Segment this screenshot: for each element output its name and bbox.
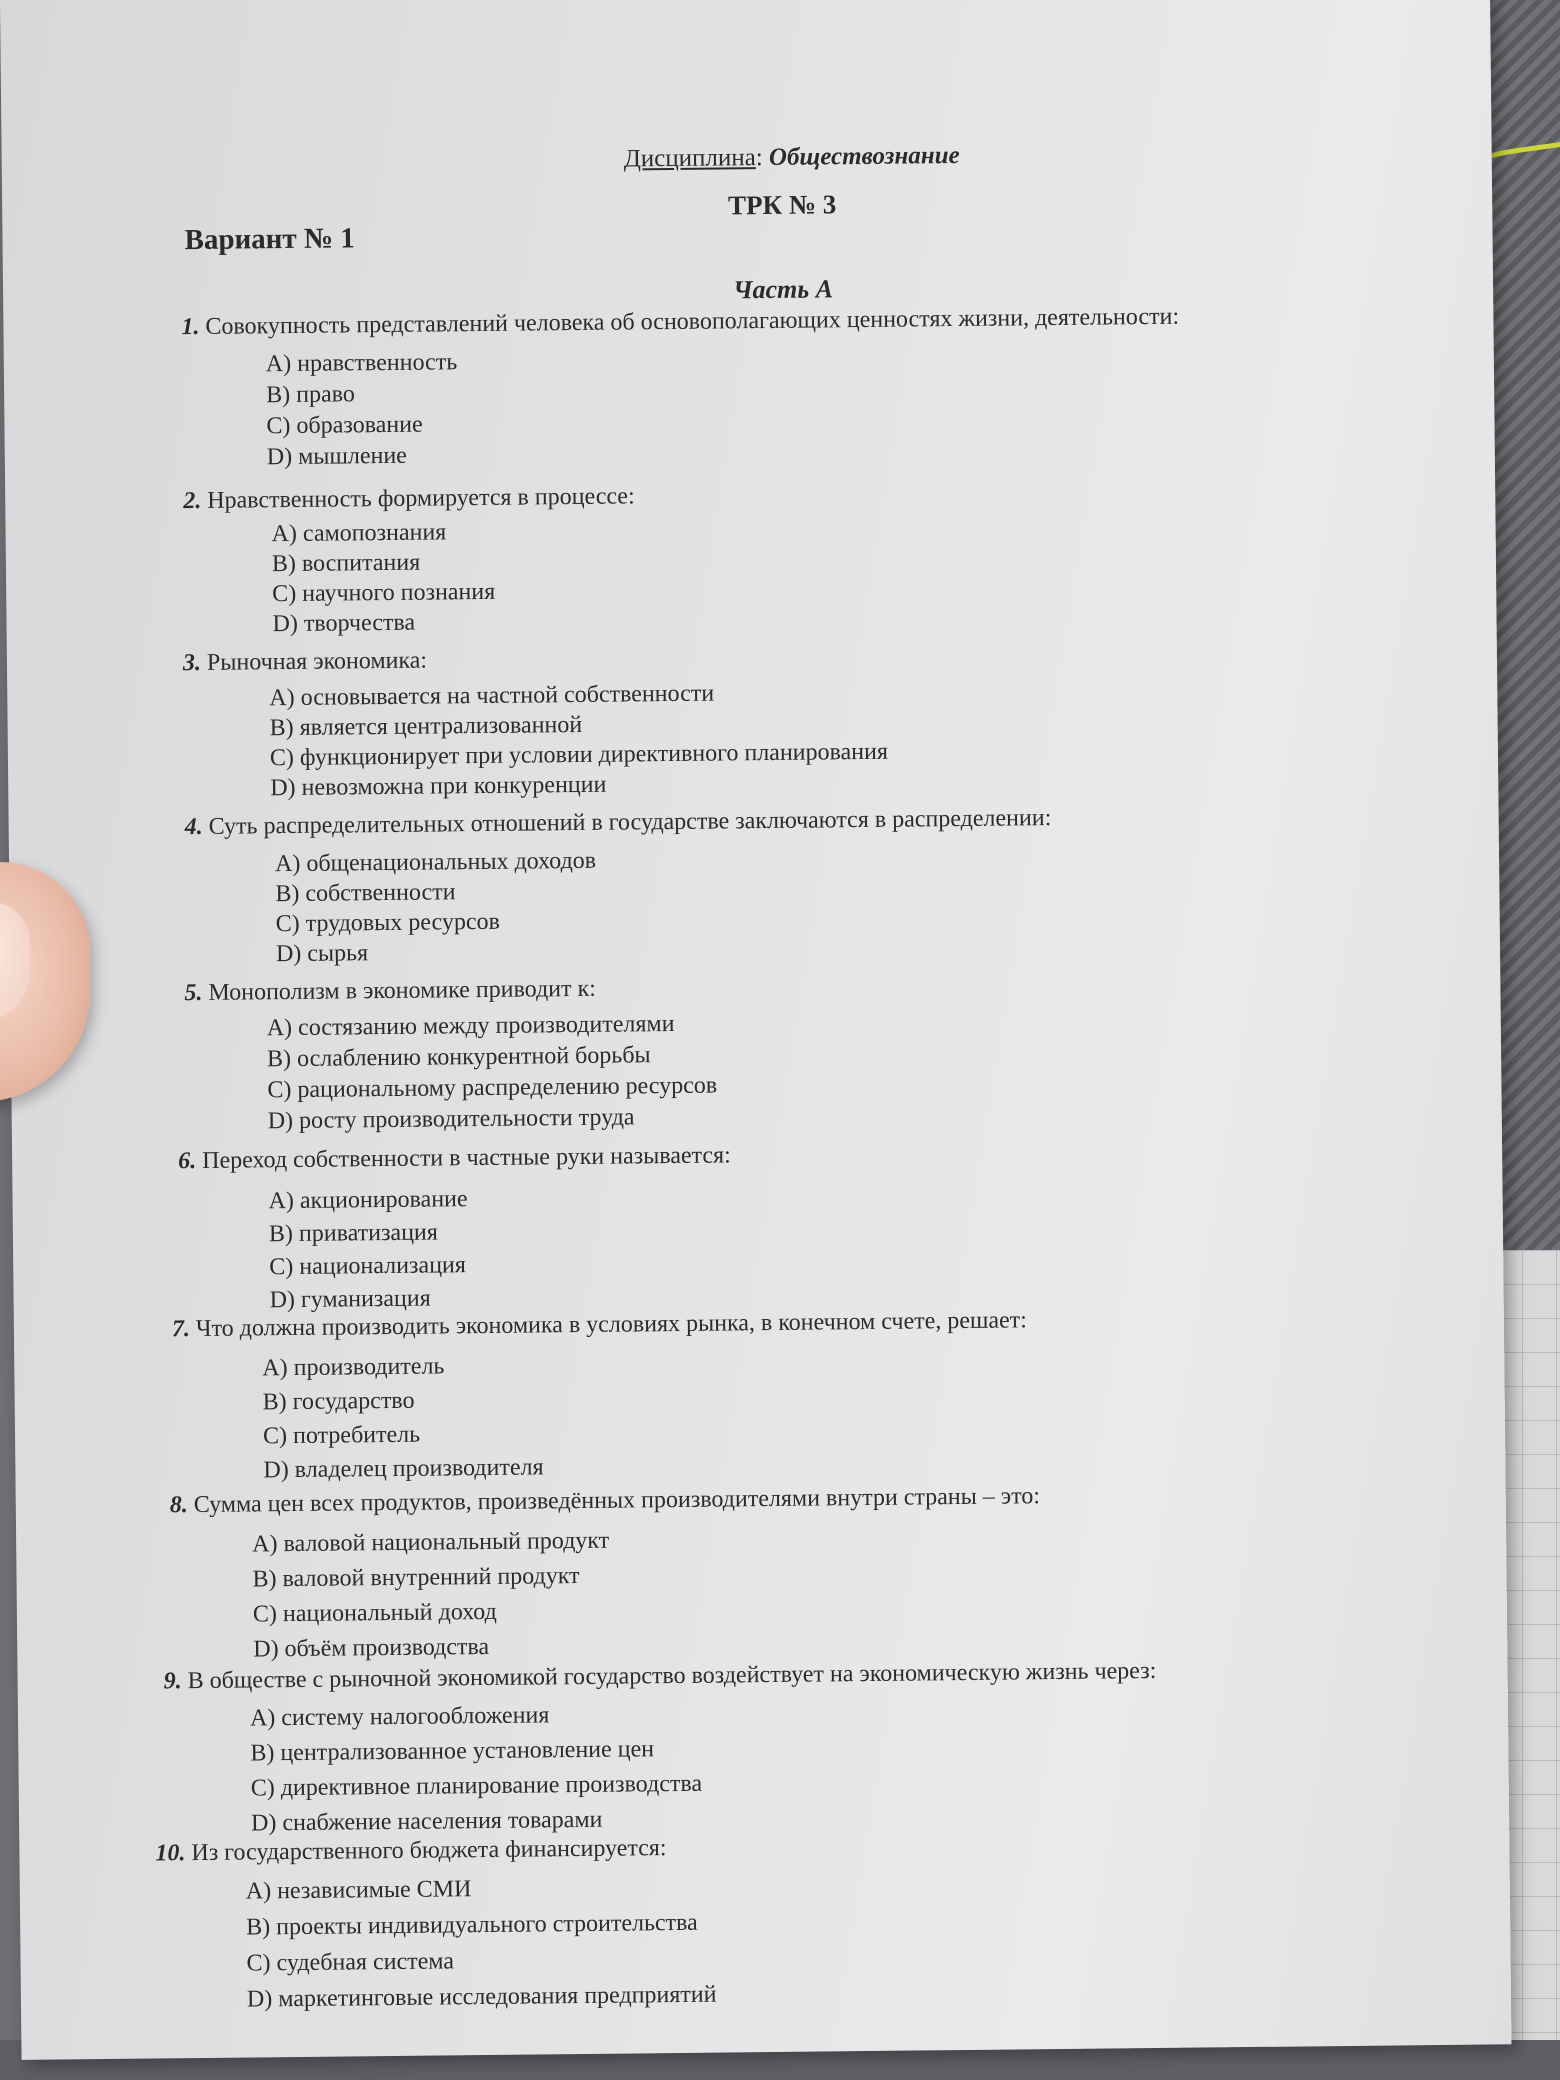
question-4 xyxy=(185,805,1052,841)
option-d: D) маркетинговые исследования предприятий xyxy=(246,1981,717,2013)
question-text: Из государственного бюджета финансируется: xyxy=(191,1835,667,1867)
option-b: В) централизованное установление цен xyxy=(250,1736,655,1767)
option-d: D) гуманизация xyxy=(269,1285,431,1314)
question-3 xyxy=(183,648,427,678)
option-a: А) производитель xyxy=(262,1353,445,1382)
option-b: В) право xyxy=(266,381,355,409)
discipline-label: Дисциплина xyxy=(623,144,756,173)
option-c: С) образование xyxy=(266,411,423,440)
option-c: С) рациональному распределению ресурсов xyxy=(267,1072,718,1104)
option-b: В) является централизованной xyxy=(269,711,583,742)
option-c: С) функционирует при условии директивного планирования xyxy=(269,738,889,772)
option-c: С) национальный доход xyxy=(252,1598,497,1628)
question-1-options xyxy=(266,347,459,473)
option-b: В) собственности xyxy=(275,879,456,908)
question-6-options xyxy=(268,1183,468,1317)
question-number: 5. xyxy=(184,979,203,1007)
option-d: D) снабжение населения товарами xyxy=(250,1806,603,1837)
question-9-options xyxy=(250,1697,703,1842)
option-d: D) объём производства xyxy=(253,1633,490,1663)
thumb-nail xyxy=(0,902,30,1022)
option-d: D) невозможна при конкуренции xyxy=(270,771,607,802)
question-2-options xyxy=(271,517,495,639)
question-5 xyxy=(184,976,596,1007)
discipline-subject: Обществознание xyxy=(768,141,960,171)
question-text: Нравственность формируется в процессе: xyxy=(207,483,635,514)
question-number: 3. xyxy=(182,649,202,677)
discipline-line xyxy=(2,136,1560,180)
question-number: 1. xyxy=(181,313,200,341)
option-a: А) самопознания xyxy=(271,519,447,548)
option-c: С) научного познания xyxy=(272,578,496,608)
question-number: 2. xyxy=(183,487,202,515)
question-3-options xyxy=(269,677,888,803)
option-c: С) потребитель xyxy=(262,1421,421,1450)
question-2 xyxy=(183,483,635,515)
question-number: 7. xyxy=(171,1316,191,1343)
question-number: 9. xyxy=(163,1668,182,1695)
discipline-separator: : xyxy=(755,144,763,172)
question-4-options xyxy=(275,846,597,969)
test-title: ТРК № 3 xyxy=(727,189,837,221)
option-d: D) росту производительности труда xyxy=(267,1104,635,1135)
question-6 xyxy=(178,1142,731,1175)
question-10-options xyxy=(246,1869,717,2018)
option-b: В) валовой внутренний продукт xyxy=(252,1563,580,1593)
question-number: 8. xyxy=(169,1492,188,1519)
option-b: В) проекты индивидуального строительства xyxy=(246,1909,698,1941)
question-number: 6. xyxy=(178,1148,197,1175)
question-text: Суть распределительных отношений в государстве заключаются в распределении: xyxy=(208,805,1052,840)
question-8-options xyxy=(252,1524,610,1668)
question-text: Рыночная экономика: xyxy=(206,647,428,676)
option-c: С) директивное планирование производства xyxy=(250,1770,703,1802)
question-7-options xyxy=(262,1348,544,1487)
option-d: D) творчества xyxy=(272,609,416,638)
question-10 xyxy=(155,1835,666,1867)
option-b: В) приватизация xyxy=(268,1219,439,1248)
question-text: Монополизм в экономике приводит к: xyxy=(208,975,597,1006)
option-a: А) валовой национальный продукт xyxy=(252,1527,610,1558)
option-b: В) ослаблению конкурентной борьбы xyxy=(266,1042,651,1073)
part-label: Часть А xyxy=(732,274,834,305)
question-5-options xyxy=(267,1009,718,1138)
option-a: А) нравственность xyxy=(265,349,458,378)
option-a: А) акционирование xyxy=(268,1186,468,1215)
option-c: С) судебная система xyxy=(246,1948,455,1977)
option-b: В) государство xyxy=(262,1387,415,1416)
option-a: А) систему налогообложения xyxy=(249,1702,550,1732)
option-c: С) национализация xyxy=(269,1252,466,1281)
option-d: D) сырья xyxy=(275,940,369,968)
question-number: 10. xyxy=(155,1840,186,1867)
question-text: Что должна производить экономика в условиях рынка, в конечном счете, решает: xyxy=(195,1307,1028,1343)
question-8 xyxy=(170,1483,1040,1519)
option-a: А) основывается на частной собственности xyxy=(269,680,715,712)
variant-label: Вариант № 1 xyxy=(184,222,355,257)
question-text: Совокупность представлений человека об основополагающих ценностях жизни, деятельности: xyxy=(205,303,1180,340)
option-a: А) общенациональных доходов xyxy=(274,847,597,878)
question-number: 4. xyxy=(184,813,203,841)
option-b: В) воспитания xyxy=(271,549,421,578)
question-text: В обществе с рыночной экономикой государство воздействует на экономическую жизнь через: xyxy=(187,1657,1157,1695)
question-text: Переход собственности в частные руки называется: xyxy=(202,1142,731,1174)
option-a: А) независимые СМИ xyxy=(245,1876,472,1905)
option-d: D) владелец производителя xyxy=(263,1454,544,1484)
question-text: Сумма цен всех продуктов, произведённых производителями внутри страны – это: xyxy=(193,1483,1041,1519)
option-a: А) состязанию между производителями xyxy=(266,1010,675,1042)
option-d: D) мышление xyxy=(266,442,408,471)
option-c: С) трудовых ресурсов xyxy=(275,908,501,938)
